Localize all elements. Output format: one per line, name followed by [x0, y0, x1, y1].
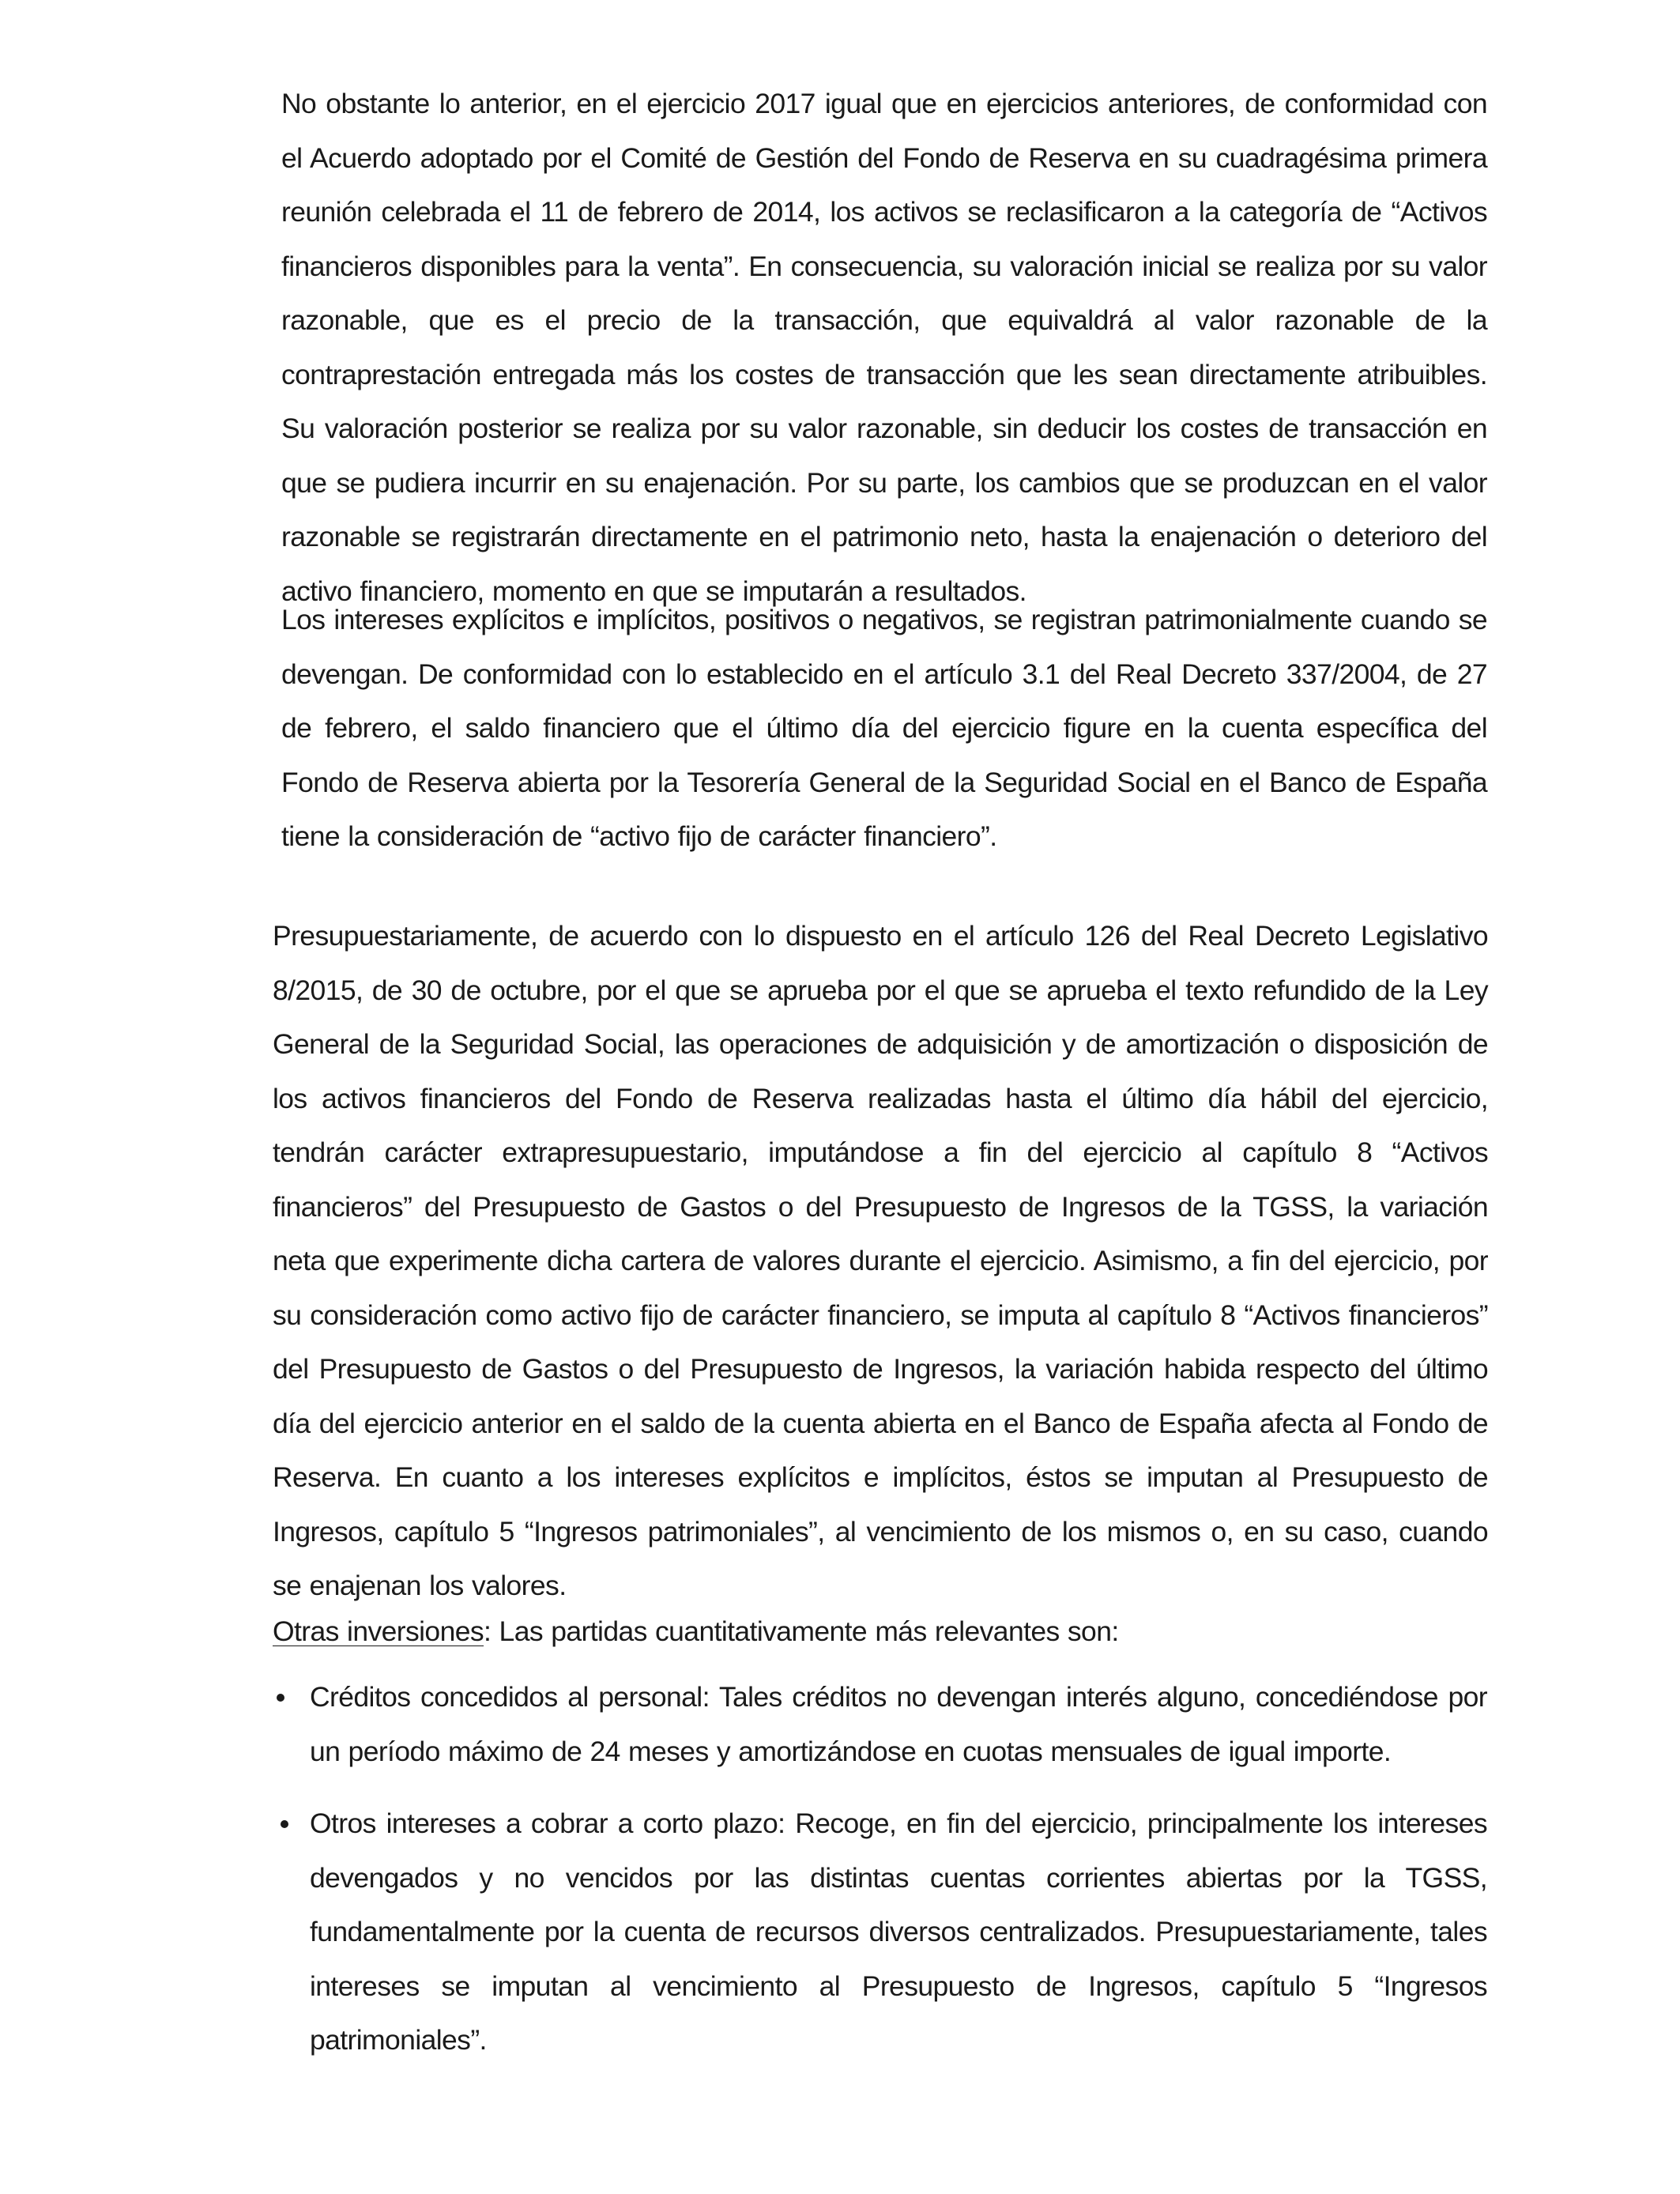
- list-item-otros-intereses: Otros intereses a cobrar a corto plazo: Recoge, en fin del ejercicio, principalmente los intereses devengados y no vencidos por las distintas cuentas corrientes abiertas por la TGSS, fundamentalmente por la cuenta de recursos diversos centralizados. Presupuestariamente, tales intereses se imputan al vencimiento al Presupuesto de Ingresos, capítulo 5 “Ingresos patrimoniales”.: [310, 1808, 1487, 2056]
- list-item-creditos-personal: Créditos concedidos al personal: Tales créditos no devengan interés alguno, concediéndose por un período máximo de 24 meses y amortizándose en cuotas mensuales de igual importe.: [310, 1681, 1487, 1767]
- paragraph-activos-financieros: No obstante lo anterior, en el ejercicio 2017 igual que en ejercicios anteriores, de conformidad con el Acuerdo adoptado por el Comité de Gestión del Fondo de Reserva en su cuadragésima primera reunión celebrada el 11 de febrero de 2014, los activos se reclasificaron a la categoría de “Activos financieros disponibles para la venta”. En consecuencia, su valoración inicial se realiza por su valor razonable, que es el precio de la transacción, que equivaldrá al valor razonable de la contraprestación entregada más los costes de transacción que les sean directamente atribuibles. Su valoración posterior se realiza por su valor razonable, sin deducir los costes de transacción en que se pudiera incurrir en su enajenación. Por su parte, los cambios que se produzcan en el valor razonable se registrarán directamente en el patrimonio neto, hasta la enajenación o deterioro del activo financiero, momento en que se imputarán a resultados.: [281, 88, 1487, 607]
- bullet-dot-icon: [277, 1694, 284, 1702]
- bullet-dot-icon: [281, 1820, 288, 1828]
- heading-underlined-text: Otras inversiones: [273, 1615, 484, 1647]
- heading-rest-text: : Las partidas cuantitativamente más relevantes son:: [484, 1615, 1119, 1647]
- paragraph-presupuestariamente: Presupuestariamente, de acuerdo con lo dispuesto en el artículo 126 del Real Decreto Legislativo 8/2015, de 30 de octubre, por el que se aprueba por el que se aprueba el texto refundido de la Ley General de la Seguridad Social, las operaciones de adquisición y de amortización o disposición de los activos financieros del Fondo de Reserva realizadas hasta el último día hábil del ejercicio, tendrán carácter extrapresupuestario, imputándose a fin del ejercicio al capítulo 8 “Activos financieros” del Presupuesto de Gastos o del Presupuesto de Ingresos de la TGSS, la variación neta que experimente dicha cartera de valores durante el ejercicio. Asimismo, a fin del ejercicio, por su consideración como activo fijo de carácter financiero, se imputa al capítulo 8 “Activos financieros” del Presupuesto de Gastos o del Presupuesto de Ingresos, la variación habida respecto del último día del ejercicio anterior en el saldo de la cuenta abierta en el Banco de España afecta al Fondo de Reserva. En cuanto a los intereses explícitos e implícitos, éstos se imputan al Presupuesto de Ingresos, capítulo 5 “Ingresos patrimoniales”, al vencimiento de los mismos o, en su caso, cuando se enajenan los valores.: [273, 920, 1488, 1601]
- paragraph-intereses: Los intereses explícitos e implícitos, positivos o negativos, se registran patrimonialmente cuando se devengan. De conformidad con lo establecido en el artículo 3.1 del Real Decreto 337/2004, de 27 de febrero, el saldo financiero que el último día del ejercicio figure en la cuenta específica del Fondo de Reserva abierta por la Tesorería General de la Seguridad Social en el Banco de España tiene la consideración de “activo fijo de carácter financiero”.: [281, 604, 1487, 852]
- section-heading-otras-inversiones: [273, 1604, 1488, 1659]
